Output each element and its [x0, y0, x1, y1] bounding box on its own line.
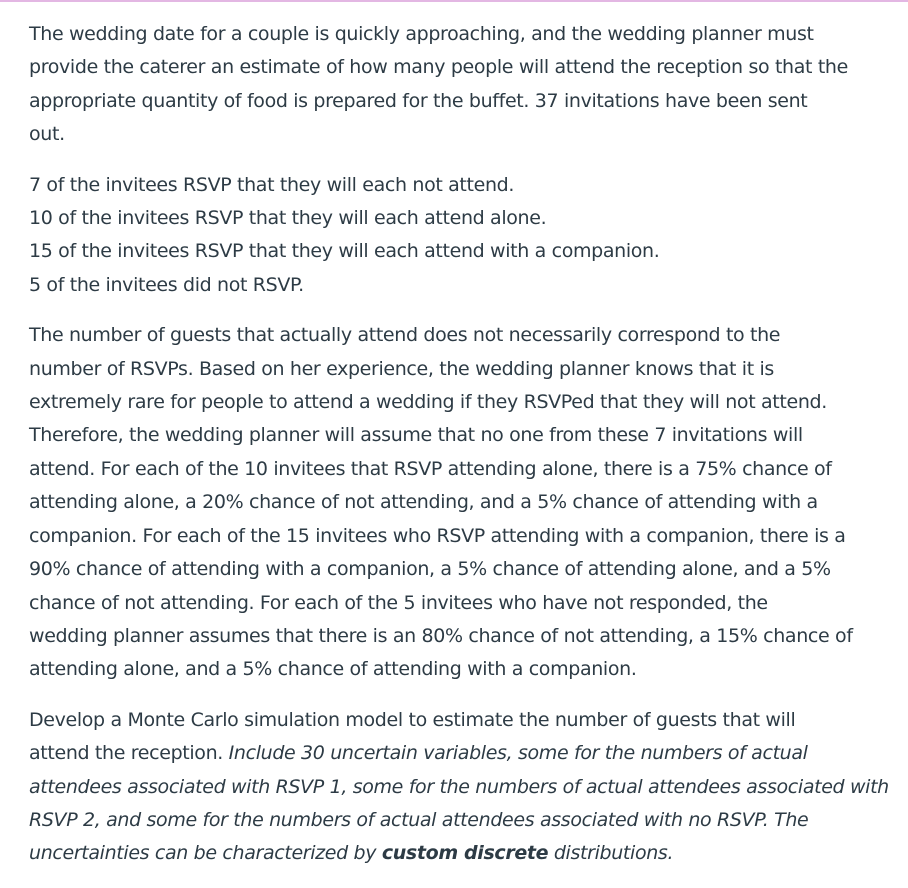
task-italic-text: Include 30 uncertain variables, some for the numbers of actual [228, 742, 808, 765]
task-italic-text: attendees associated with RSVP 1, some for the numbers of actual attendees associated with [29, 775, 889, 798]
assumptions-paragraph [29, 319, 899, 686]
text-line: 7 of the invitees RSVP that they will each not attend. [29, 173, 515, 196]
text-line: 90% chance of attending with a companion, a 5% chance of attending alone, and a 5% [29, 558, 831, 581]
text-line: The number of guests that actually attend does not necessarily correspond to the [29, 324, 781, 347]
text-line [29, 804, 899, 837]
text-line: out. [29, 123, 65, 146]
task-italic-text: RSVP 2, and some for the numbers of actual attendees associated with no RSVP. The [29, 808, 809, 831]
text-line: attend. For each of the 10 invitees that RSVP attending alone, there is a 75% chance of [29, 457, 832, 480]
text-line: provide the caterer an estimate of how many people will attend the reception so that the [29, 56, 848, 79]
text-line: companion. For each of the 15 invitees who RSVP attending with a companion, there is a [29, 524, 846, 547]
text-line: Develop a Monte Carlo simulation model to estimate the number of guests that will [29, 708, 796, 731]
text-line [29, 837, 899, 870]
text-line: 5 of the invitees did not RSVP. [29, 273, 304, 296]
text-line: extremely rare for people to attend a wedding if they RSVPed that they will not attend. [29, 391, 827, 414]
text-line: attending alone, a 20% chance of not attending, and a 5% chance of attending with a [29, 491, 818, 514]
text-line: number of RSVPs. Based on her experience, the wedding planner knows that it is [29, 357, 774, 380]
text-line: The wedding date for a couple is quickly approaching, and the wedding planner must [29, 23, 814, 45]
text-line: chance of not attending. For each of the 5 invitees who have not responded, the [29, 591, 768, 614]
task-italic-text: uncertainties can be characterized by [29, 842, 382, 865]
task-plain-text: attend the reception. [29, 742, 229, 765]
intro-paragraph [29, 18, 899, 152]
problem-text [29, 18, 899, 888]
text-line [29, 737, 899, 770]
text-line: Therefore, the wedding planner will assume that no one from these 7 invitations will [29, 424, 803, 447]
top-divider [0, 0, 908, 2]
task-italic-text: distributions. [548, 842, 674, 865]
task-paragraph [29, 704, 899, 871]
text-line: 10 of the invitees RSVP that they will each attend alone. [29, 207, 547, 230]
text-line: wedding planner assumes that there is an 80% chance of not attending, a 15% chance of [29, 624, 853, 647]
text-line: appropriate quantity of food is prepared for the buffet. 37 invitations have been sent [29, 89, 808, 112]
rsvp-summary-paragraph [29, 169, 899, 303]
distribution-type-emphasis: custom discrete [381, 842, 549, 865]
text-line: attending alone, and a 5% chance of attending with a companion. [29, 658, 637, 681]
text-line: 15 of the invitees RSVP that they will each attend with a companion. [29, 240, 660, 263]
text-line [29, 771, 899, 804]
